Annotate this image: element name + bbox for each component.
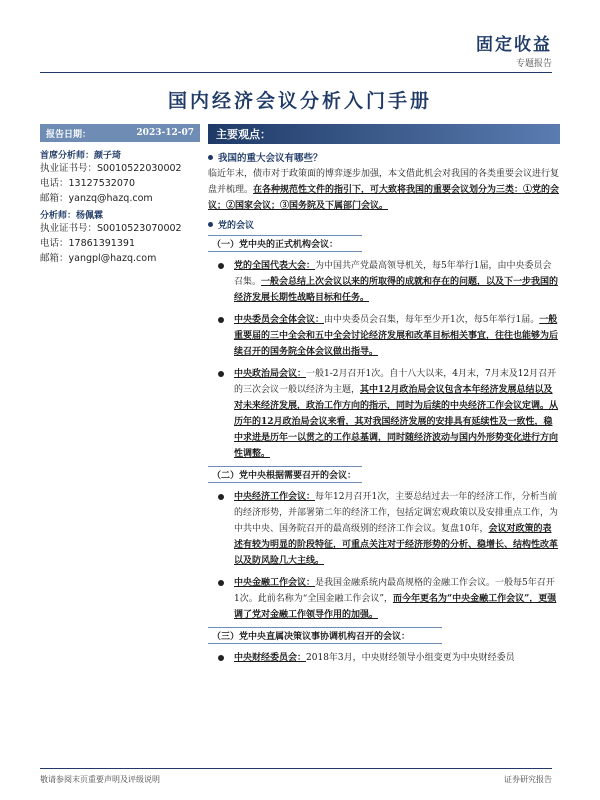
analyst2-role: 分析师：杨佩霖	[40, 211, 104, 221]
section-party-text: 党的会议	[218, 221, 255, 231]
question-heading	[208, 150, 560, 164]
item-bold: 一般会总结上次会议以来的所取得的成就和存在的问题，以及下一步我国的经济发展长期性战略目标和任务。	[234, 277, 559, 303]
footer-divider	[40, 768, 552, 769]
date-label: 报告日期：	[46, 129, 92, 140]
list-item	[208, 489, 560, 569]
analyst1-phone: 电话：13127532070	[40, 178, 135, 189]
item-plain: 每年12月召开1次，主要总结过去一年的经济工作，分析当前的经济形势，并部署第二年的经济工作，包括定调宏观政策以及安排重点工作，为中共中央、国务院召开的最高级别的经济工作会议。复盘10年，	[234, 492, 559, 534]
analyst1-email[interactable]: 邮箱：yanzq@hazq.com	[40, 193, 153, 204]
item-plain: 一般1-2月召开1次。自十八大以来，4月末，7月末及12月召开的三次会议一般以经济为主题，	[234, 369, 557, 395]
list-item	[208, 650, 560, 666]
report-subtype: 专题报告	[515, 59, 552, 69]
item-plain: 是我国金融系统内最高规格的金融工作会议。一般每5年召开1次。此前名称为“全国金融工作会议”，	[234, 578, 555, 604]
item-plain: 为中国共产党最高领导机关，每5年举行1届，由中央委员会召集。	[234, 261, 552, 287]
left-sidebar	[40, 124, 200, 266]
item-head: 中央政治局会议：	[234, 369, 307, 379]
item-head: 中央金融工作会议：	[234, 578, 316, 588]
bullet-icon	[218, 655, 224, 661]
analyst2-cert: 执业证书号：S0010523070002	[40, 223, 182, 234]
intro-bold: 在各种规范性文件的指引下，可大致将我国的重要会议划分为三类：①党的会议；②国家会议；③国务院及下属部门会议。	[208, 185, 560, 211]
item-bold: 而今年更名为“中央金融工作会议”，更强调了党对金融工作领导作用的加强。	[234, 594, 557, 620]
item-head: 中央经济工作会议：	[234, 492, 316, 502]
subsection-1: （一）党中央的正式机构会议：	[208, 235, 362, 252]
bullet-icon	[208, 222, 213, 227]
item-bold: 会议对政策的表述有较为明显的阶段特征，可重点关注对于经济形势的分析、稳增长、结构性改革以及防风险几大主线。	[234, 524, 559, 566]
analyst1-cert: 执业证书号：S0010522030002	[40, 163, 182, 174]
bullet-icon	[218, 494, 224, 500]
header-divider	[40, 72, 552, 73]
item-head: 党的全国代表大会：	[234, 261, 316, 271]
item-bold: 其中12月政治局会议包含本年经济发展总结以及对未来经济发展，政治工作方向的指示，同时为后续的中央经济工作会议定调。从历年的12月政治局会议来看，其对我国经济发展的安排具有延续性及一致性，稳中求进是历年一以贯之的工作总基调，同时随经济波动与国内外形势变化进行方向性调整。	[234, 385, 559, 459]
main-heading: 主要观点：	[216, 128, 271, 141]
document-title: 国内经济会议分析入门手册	[167, 90, 432, 112]
list-item	[208, 258, 560, 306]
intro-paragraph	[208, 166, 560, 214]
item-bold: 一般重要届的三中全会和五中全会讨论经济发展和改革目标相关事宜，往往也能够为后续召开的国务院全体会议做出指导。	[234, 315, 559, 357]
list-item	[208, 312, 560, 360]
report-date-band	[40, 124, 200, 142]
section-party-heading	[208, 218, 560, 231]
report-category: 固定收益	[476, 35, 552, 55]
subsection-2: （二）党中央根据需要召开的会议：	[208, 466, 362, 483]
item-plain: 2018年3月，中央财经领导小组变更为中央财经委员	[306, 653, 515, 663]
subsection-3: （三）党中央直属决策议事协调机构召开的会议：	[208, 627, 442, 644]
main-heading-band	[208, 124, 560, 144]
list-item	[208, 366, 560, 462]
bullet-icon	[218, 580, 224, 586]
analyst1-role: 首席分析师：颜子琦	[40, 151, 122, 161]
bullet-icon	[218, 263, 224, 269]
analyst2-phone: 电话：17861391391	[40, 238, 135, 249]
analyst2-email[interactable]: 邮箱：yangpl@hazq.com	[40, 253, 157, 264]
date-value: 2023-12-07	[136, 128, 194, 138]
question-text: 我国的重大会议有哪些？	[218, 153, 323, 164]
item-head: 中央财经委员会：	[234, 653, 307, 663]
footer-label: 证券研究报告	[504, 775, 552, 784]
bullet-icon	[218, 371, 224, 377]
item-head: 中央委员会全体会议：	[234, 315, 325, 325]
footer-disclaimer: 敬请参阅末页重要声明及评级说明	[40, 775, 160, 784]
bullet-icon	[218, 317, 224, 323]
bullet-icon	[208, 155, 213, 160]
intro-plain: 临近年末，债市对于政策面的博弈逐步加强，本文借此机会对我国的各类重要会议进行复盘并梳理。	[208, 169, 560, 195]
list-item	[208, 575, 560, 623]
item-plain: 由中央委员会召集，每年至少开1次，每5年举行1届。	[324, 315, 540, 325]
main-content	[208, 124, 560, 666]
